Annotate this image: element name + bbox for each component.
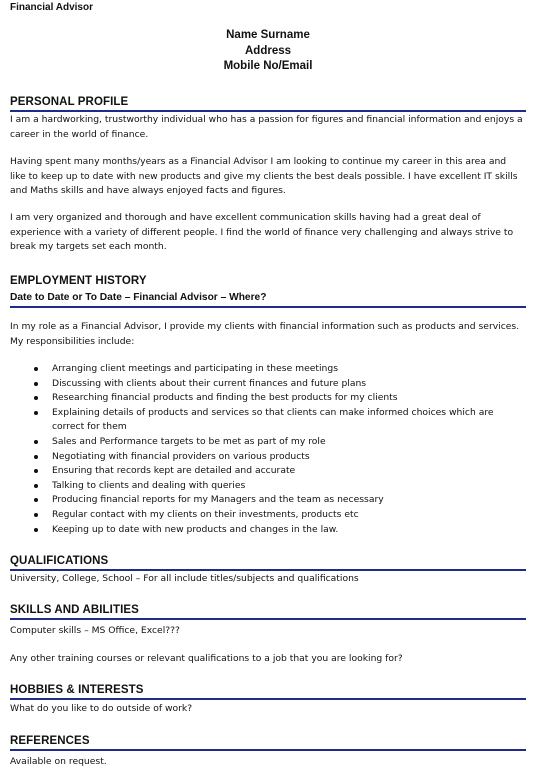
skills-computer: Computer skills – MS Office, Excel??? [10,625,180,636]
list-item: Explaining details of products and services so that clients can make informed choices which are correct for them [0,406,520,435]
section-divider [10,618,526,620]
section-divider [10,110,526,112]
candidate-address: Address [244,44,292,57]
skills-training: Any other training courses or relevant qualifications to a job that you are looking for? [10,653,403,664]
employment-history-heading: EMPLOYMENT HISTORY [10,275,147,287]
hobbies-text: What do you like to do outside of work? [10,703,193,714]
section-divider [10,698,526,700]
profile-paragraph-3: I am very organized and thorough and have excellent communication skills having had a great deal of experience with a variety of different people. I find the world of finance very challenging and always strive to break my targets set each month. [10,212,514,253]
candidate-contact: Mobile No/Email [223,60,313,72]
list-item: Ensuring that records kept are detailed and accurate [0,464,520,479]
page-label: Financial Advisor [10,2,93,13]
responsibilities-list [0,362,520,537]
list-item: Negotiating with financial providers on various products [0,450,520,465]
profile-paragraph-2: Having spent many months/years as a Financial Advisor I am looking to continue my career in this area and like to keep up to date with new products and give my clients the best deals possible. I have excellent IT skills and Maths skills and have always enjoyed facts and figures. [10,156,518,197]
profile-paragraph-1: I am a hardworking, trustworthy individual who has a passion for figures and financial information and enjoys a career in the world of finance. [10,114,523,140]
employment-role-line: Date to Date or To Date – Financial Advisor – Where? [10,292,267,303]
cv-header [0,28,536,75]
list-item: Discussing with clients about their current finances and future plans [0,377,520,392]
list-item: Producing financial reports for my Managers and the team as necessary [0,493,520,508]
employment-intro: In my role as a Financial Advisor, I provide my clients with financial information such as products and services. My responsibilities include: [10,321,520,347]
references-heading: REFERENCES [10,735,90,747]
skills-heading: SKILLS AND ABILITIES [10,604,139,616]
section-divider [10,749,526,751]
candidate-name: Name Surname [226,29,310,41]
list-item: Sales and Performance targets to be met as part of my role [0,435,520,450]
qualifications-heading: QUALIFICATIONS [10,555,109,567]
list-item: Arranging client meetings and participating in these meetings [0,362,520,377]
list-item: Keeping up to date with new products and changes in the law. [0,523,520,538]
qualifications-text: University, College, School – For all include titles/subjects and qualifications [10,573,359,584]
section-divider [10,306,526,308]
section-divider [10,569,526,571]
references-text: Available on request. [10,756,107,767]
list-item: Regular contact with my clients on their investments, products etc [0,508,520,523]
list-item: Researching financial products and finding the best products for my clients [0,391,520,406]
hobbies-heading: HOBBIES & INTERESTS [10,684,144,696]
list-item: Talking to clients and dealing with queries [0,479,520,494]
personal-profile-heading: PERSONAL PROFILE [10,96,129,108]
